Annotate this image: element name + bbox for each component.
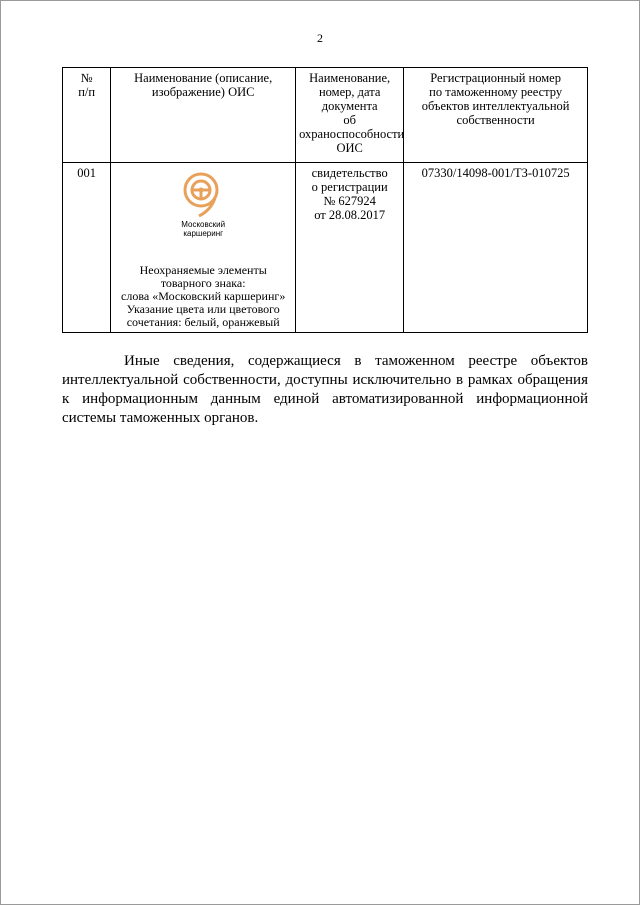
logo-text-line1: Московский	[181, 220, 226, 229]
row-document: свидетельство о регистрации № 627924 от 28.08.2017	[296, 163, 404, 333]
row-description-cell	[111, 163, 296, 333]
header-registry-number: Регистрационный номер по таможенному реестру объектов интеллектуальной собственности	[404, 68, 588, 163]
logo-caption	[181, 220, 225, 238]
header-number: № п/п	[63, 68, 111, 163]
ois-table	[62, 67, 588, 333]
header-document: Наименование, номер, дата документа об охраноспособности ОИС	[296, 68, 404, 163]
table-header-row	[63, 68, 588, 163]
steering-wheel-pin-icon	[177, 170, 229, 218]
body-paragraph: Иные сведения, содержащиеся в таможенном реестре объектов интеллектуальной собственности, доступны исключительно в рамках обращения к информационным данным единой автоматизированной информационной системы таможенных органов.	[62, 353, 588, 426]
logo-text-line2: каршеринг	[183, 229, 224, 238]
header-description: Наименование (описание, изображение) ОИС	[111, 68, 296, 163]
trademark-logo	[114, 170, 292, 238]
row-registry-number: 07330/14098-001/ТЗ-010725	[404, 163, 588, 333]
page-number: 2	[317, 31, 323, 45]
row-description: Неохраняемые элементы товарного знака: слова «Московский каршеринг» Указание цвета или цветового сочетания: белый, оранжевый	[121, 263, 286, 329]
table-row	[63, 163, 588, 333]
row-number: 001	[63, 163, 111, 333]
